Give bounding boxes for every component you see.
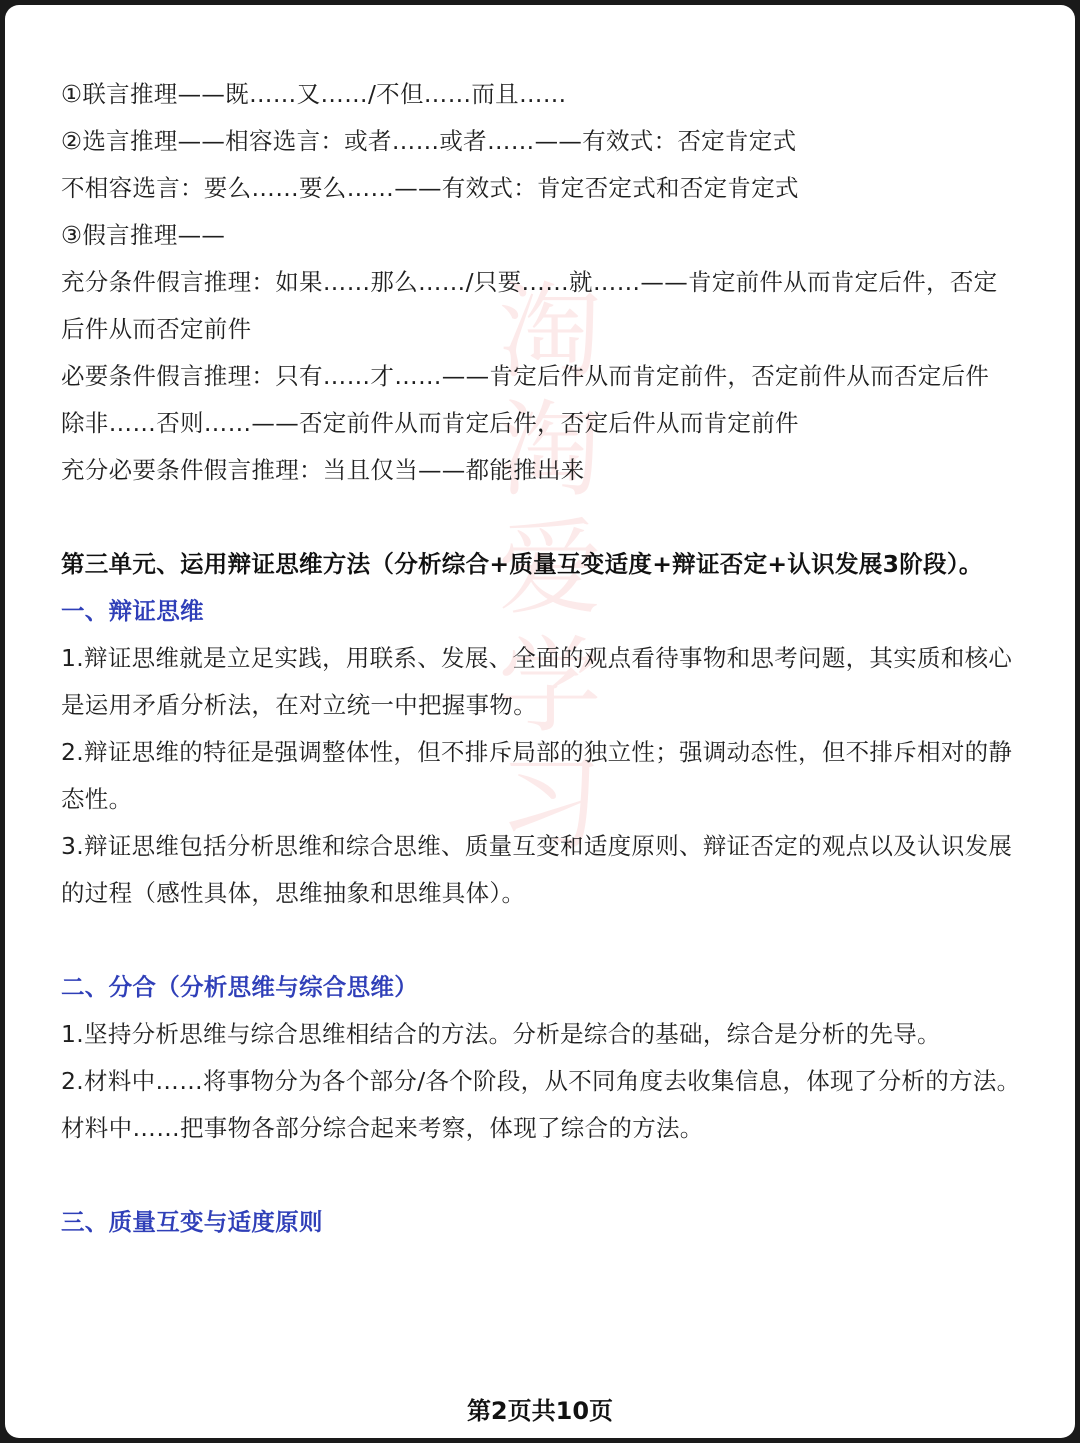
logic-line-exclusive: 不相容选言：要么……要么……——有效式：肯定否定式和否定肯定式 [61,174,799,202]
page-number: 第2页共10页 [466,1397,614,1425]
paragraph: 1.坚持分析思维与综合思维相结合的方法。分析是综合的基础，综合是分析的先导。 [61,1020,941,1048]
logic-line-biconditional: 充分必要条件假言推理：当且仅当——都能推出来 [61,456,585,484]
section-heading-analysis-synthesis: 二、分合（分析思维与综合思维） [61,973,418,1001]
logic-line-necessary: 必要条件假言推理：只有……才……——肯定后件从而肯定前件，否定前件从而否定后件 [61,362,990,390]
watermark-char: 爱 [497,507,602,629]
logic-line-unless: 除非……否则……——否定前件从而肯定后件，否定后件从而肯定前件 [61,409,799,437]
logic-line-disjunctive: ②选言推理——相容选言：或者……或者……——有效式：否定肯定式 [61,127,797,155]
page-content [61,71,1021,1246]
document-page [5,5,1075,1438]
watermark-char: 习 [497,743,602,865]
section-heading-dialectical: 一、辩证思维 [61,597,204,625]
paragraph: 2.材料中……将事物分为各个部分/各个阶段，从不同角度去收集信息，体现了分析的方法。材料中……把事物各部分综合起来考察，体现了综合的方法。 [61,1067,1021,1142]
logic-line-hypothetical: ③假言推理—— [61,221,226,249]
watermark-char: 淘 [497,389,602,511]
paragraph: 1.辩证思维就是立足实践，用联系、发展、全面的观点看待事物和思考问题，其实质和核心是运用矛盾分析法，在对立统一中把握事物。 [61,644,1013,719]
unit-title: 第三单元、运用辩证思维方法（分析综合+质量互变适度+辩证否定+认识发展3阶段）。 [61,550,983,578]
paragraph: 2.辩证思维的特征是强调整体性，但不排斥局部的独立性；强调动态性，但不排斥相对的静态性。 [61,738,1013,813]
watermark-char: 学 [497,625,602,747]
paragraph: 3.辩证思维包括分析思维和综合思维、质量互变和适度原则、辩证否定的观点以及认识发展的过程（感性具体，思维抽象和思维具体）。 [61,832,1013,907]
section-heading-quality-quantity: 三、质量互变与适度原则 [61,1208,323,1236]
watermark-char: 淘 [497,271,602,393]
logic-line-sufficient: 充分条件假言推理：如果……那么……/只要……就……——肯定前件从而肯定后件，否定后件从而否定前件 [61,268,998,343]
logic-line-conjunctive: ①联言推理——既……又……/不但……而且…… [61,80,567,108]
